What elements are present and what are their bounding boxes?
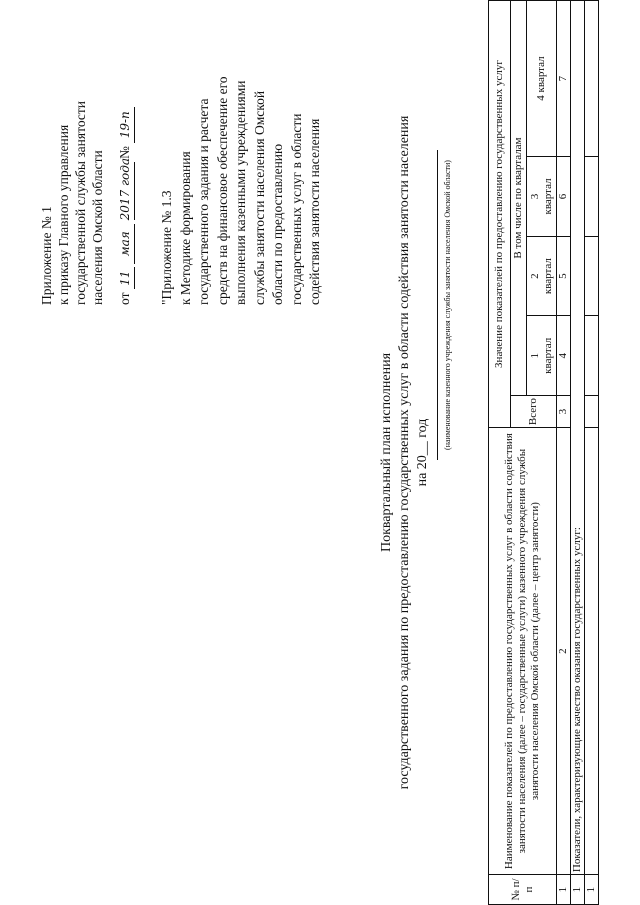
appendix-line: средств на финансовое обеспечение его bbox=[214, 76, 230, 305]
header-line: к приказу Главного управления bbox=[56, 124, 71, 305]
table-cell bbox=[585, 396, 599, 428]
appendix-line: к Методике формирования bbox=[177, 151, 193, 305]
col-header-total: Всего bbox=[511, 396, 557, 428]
appendix-line: выполнения казенными учреждениями bbox=[233, 80, 248, 305]
number-label: № bbox=[117, 146, 132, 160]
col-header-including: В том числе по кварталам bbox=[511, 1, 527, 396]
col-index: 5 bbox=[557, 236, 571, 316]
col-header-q1: 1 квартал bbox=[527, 316, 557, 396]
appendix-line: службы занятости населения Омской bbox=[251, 90, 267, 305]
appendix-block bbox=[158, 0, 325, 305]
indicators-table bbox=[488, 0, 598, 905]
document-title bbox=[378, 0, 432, 905]
title-line: государственного задания по предоставлению государственных услуг в области содействия занятости населения bbox=[397, 115, 412, 790]
appendix-line: государственных услуг в области bbox=[288, 113, 304, 305]
table-cell bbox=[585, 1, 599, 157]
from-label: от bbox=[117, 292, 132, 305]
header-line: Приложение № 1 bbox=[39, 206, 54, 305]
title-line: Поквартальный план исполнения bbox=[379, 352, 394, 553]
col-index: 4 bbox=[557, 316, 571, 396]
header-line: населения Омской области bbox=[90, 150, 105, 305]
table-cell bbox=[585, 316, 599, 396]
appendix-line: области по предоставлению bbox=[270, 143, 285, 305]
col-header-num: № п/п bbox=[489, 875, 557, 905]
col-header-q4: 4 квартал bbox=[527, 1, 557, 157]
col-index: 6 bbox=[557, 157, 571, 237]
table-cell bbox=[585, 236, 599, 316]
table-cell bbox=[585, 428, 599, 875]
table-cell bbox=[585, 157, 599, 237]
appendix-line: государственного задания и расчета bbox=[196, 98, 211, 305]
col-header-values: Значение показателей по предоставлению государственных услуг bbox=[489, 1, 511, 428]
col-index: 1 bbox=[557, 875, 571, 905]
col-header-q2: 2 квартал bbox=[527, 236, 557, 316]
date-year: 2017 года bbox=[117, 162, 135, 220]
org-name-line bbox=[437, 150, 438, 460]
title-line: на 20__ год bbox=[415, 418, 430, 487]
col-index: 3 bbox=[557, 396, 571, 428]
date-day: 11 bbox=[117, 267, 135, 289]
appendix-line: содействия занятости населения bbox=[307, 118, 322, 305]
col-index: 7 bbox=[557, 1, 571, 157]
col-header-q3: 3 квартал bbox=[527, 157, 557, 237]
row-number: 1 bbox=[571, 875, 585, 905]
order-header bbox=[38, 15, 135, 305]
date-month: мая bbox=[117, 224, 135, 264]
col-index: 2 bbox=[557, 428, 571, 875]
appendix-line: "Приложение № 1.3 bbox=[159, 190, 174, 305]
row-number: 1 bbox=[585, 875, 599, 905]
header-line: государственной службы занятости bbox=[73, 100, 88, 305]
col-header-name: Наименование показателей по предоставлению государственных услуг в области содействия занятости населения (далее – государственные услуги) казенного учреждения службы занятости населения Омской области (далее – центр занятости) bbox=[489, 428, 557, 875]
row-section-title: Показатели, характеризующие качество оказания государственных услуг: bbox=[571, 1, 585, 875]
org-caption: (наименование казенного учреждения службы занятости населения Омской области) bbox=[443, 160, 452, 450]
order-number: 19-п bbox=[117, 107, 135, 143]
order-date-line bbox=[116, 15, 135, 305]
